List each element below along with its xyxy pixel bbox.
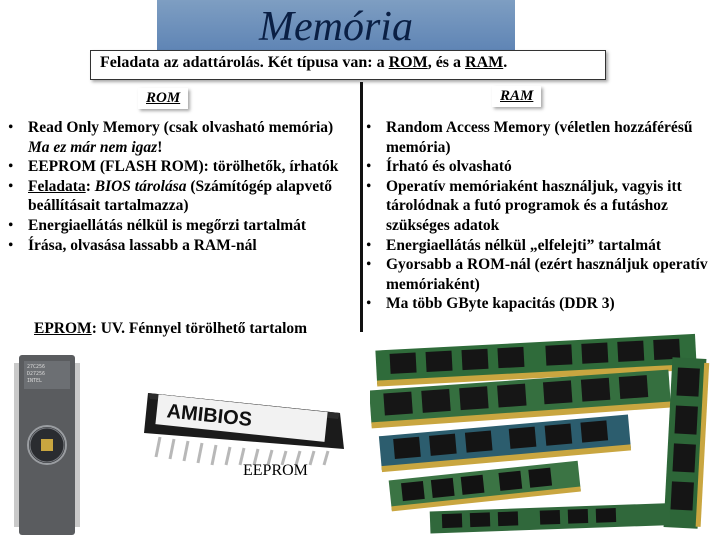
page-title: Memória [259, 4, 413, 50]
ram-item: • Operatív memóriaként használjuk, vagyis itt tárolódnak a futó programok és a futáshoz szükséges adatok [364, 177, 716, 236]
rom-item-text: EEPROM (FLASH ROM): törölhetők, írhatók [28, 158, 339, 176]
chip-label: AMIBIOS [165, 400, 254, 432]
ram-item: • Energiaellátás nélkül „elfelejti” tartalmát [364, 236, 716, 256]
subtitle-pre: Feladata az adattárolás. Két típusa van: a [100, 54, 389, 71]
rom-item-colon: : [85, 177, 95, 195]
ram-item: • Random Access Memory (véletlen hozzáférésű memória) [364, 118, 716, 157]
rom-heading: ROM [138, 88, 188, 109]
eprom-caption-label: EPROM [34, 320, 92, 337]
subtitle-mid: , és a [427, 54, 466, 71]
rom-item-text: Írása, olvasása lassabb a RAM-nál [28, 236, 257, 254]
eprom-chip-image [14, 355, 80, 535]
subtitle-ram: RAM [465, 54, 504, 71]
rom-item-italic: BIOS tárolása [94, 177, 187, 195]
bios-chip-image [140, 375, 352, 467]
rom-item [6, 216, 358, 236]
ram-heading: RAM [492, 86, 541, 107]
ram-modules-image [370, 328, 716, 536]
rom-item [6, 118, 358, 157]
eprom-caption-text: : UV. Fénnyel törölhető tartalom [91, 320, 308, 337]
rom-item-rest: (Számítógép alapvető beállításait tartalmazza) [28, 177, 332, 215]
ram-item: • Ma több GByte kapacitás (DDR 3) [364, 294, 716, 314]
rom-item [6, 177, 358, 216]
rom-item-note-suffix: ! [157, 138, 163, 156]
rom-item [6, 157, 358, 177]
ram-item: • Gyorsabb a ROM-nál (ezért használjuk operatív memóriaként) [364, 255, 716, 294]
eprom-caption [34, 320, 307, 338]
ram-list [364, 118, 716, 314]
svg-text:27C256: 27C256 [27, 364, 46, 370]
svg-text:INTEL: INTEL [27, 378, 43, 384]
rom-list [6, 118, 358, 255]
subtitle-post: . [503, 54, 508, 71]
svg-text:D27256: D27256 [27, 371, 46, 377]
rom-item [6, 236, 358, 256]
rom-item-text: Read Only Memory (csak olvasható memória) [28, 119, 334, 136]
rom-item-label: Feladata [28, 177, 86, 195]
subtitle [100, 54, 507, 72]
subtitle-rom: ROM [388, 54, 428, 71]
eeprom-label: EEPROM [243, 462, 308, 479]
rom-item-text: Energiaellátás nélkül is megőrzi tartalmát [28, 216, 307, 234]
ram-item: • Írható és olvasható [364, 157, 716, 177]
rom-item-note: Ma ez már nem igaz [28, 138, 158, 156]
column-divider [360, 82, 363, 332]
